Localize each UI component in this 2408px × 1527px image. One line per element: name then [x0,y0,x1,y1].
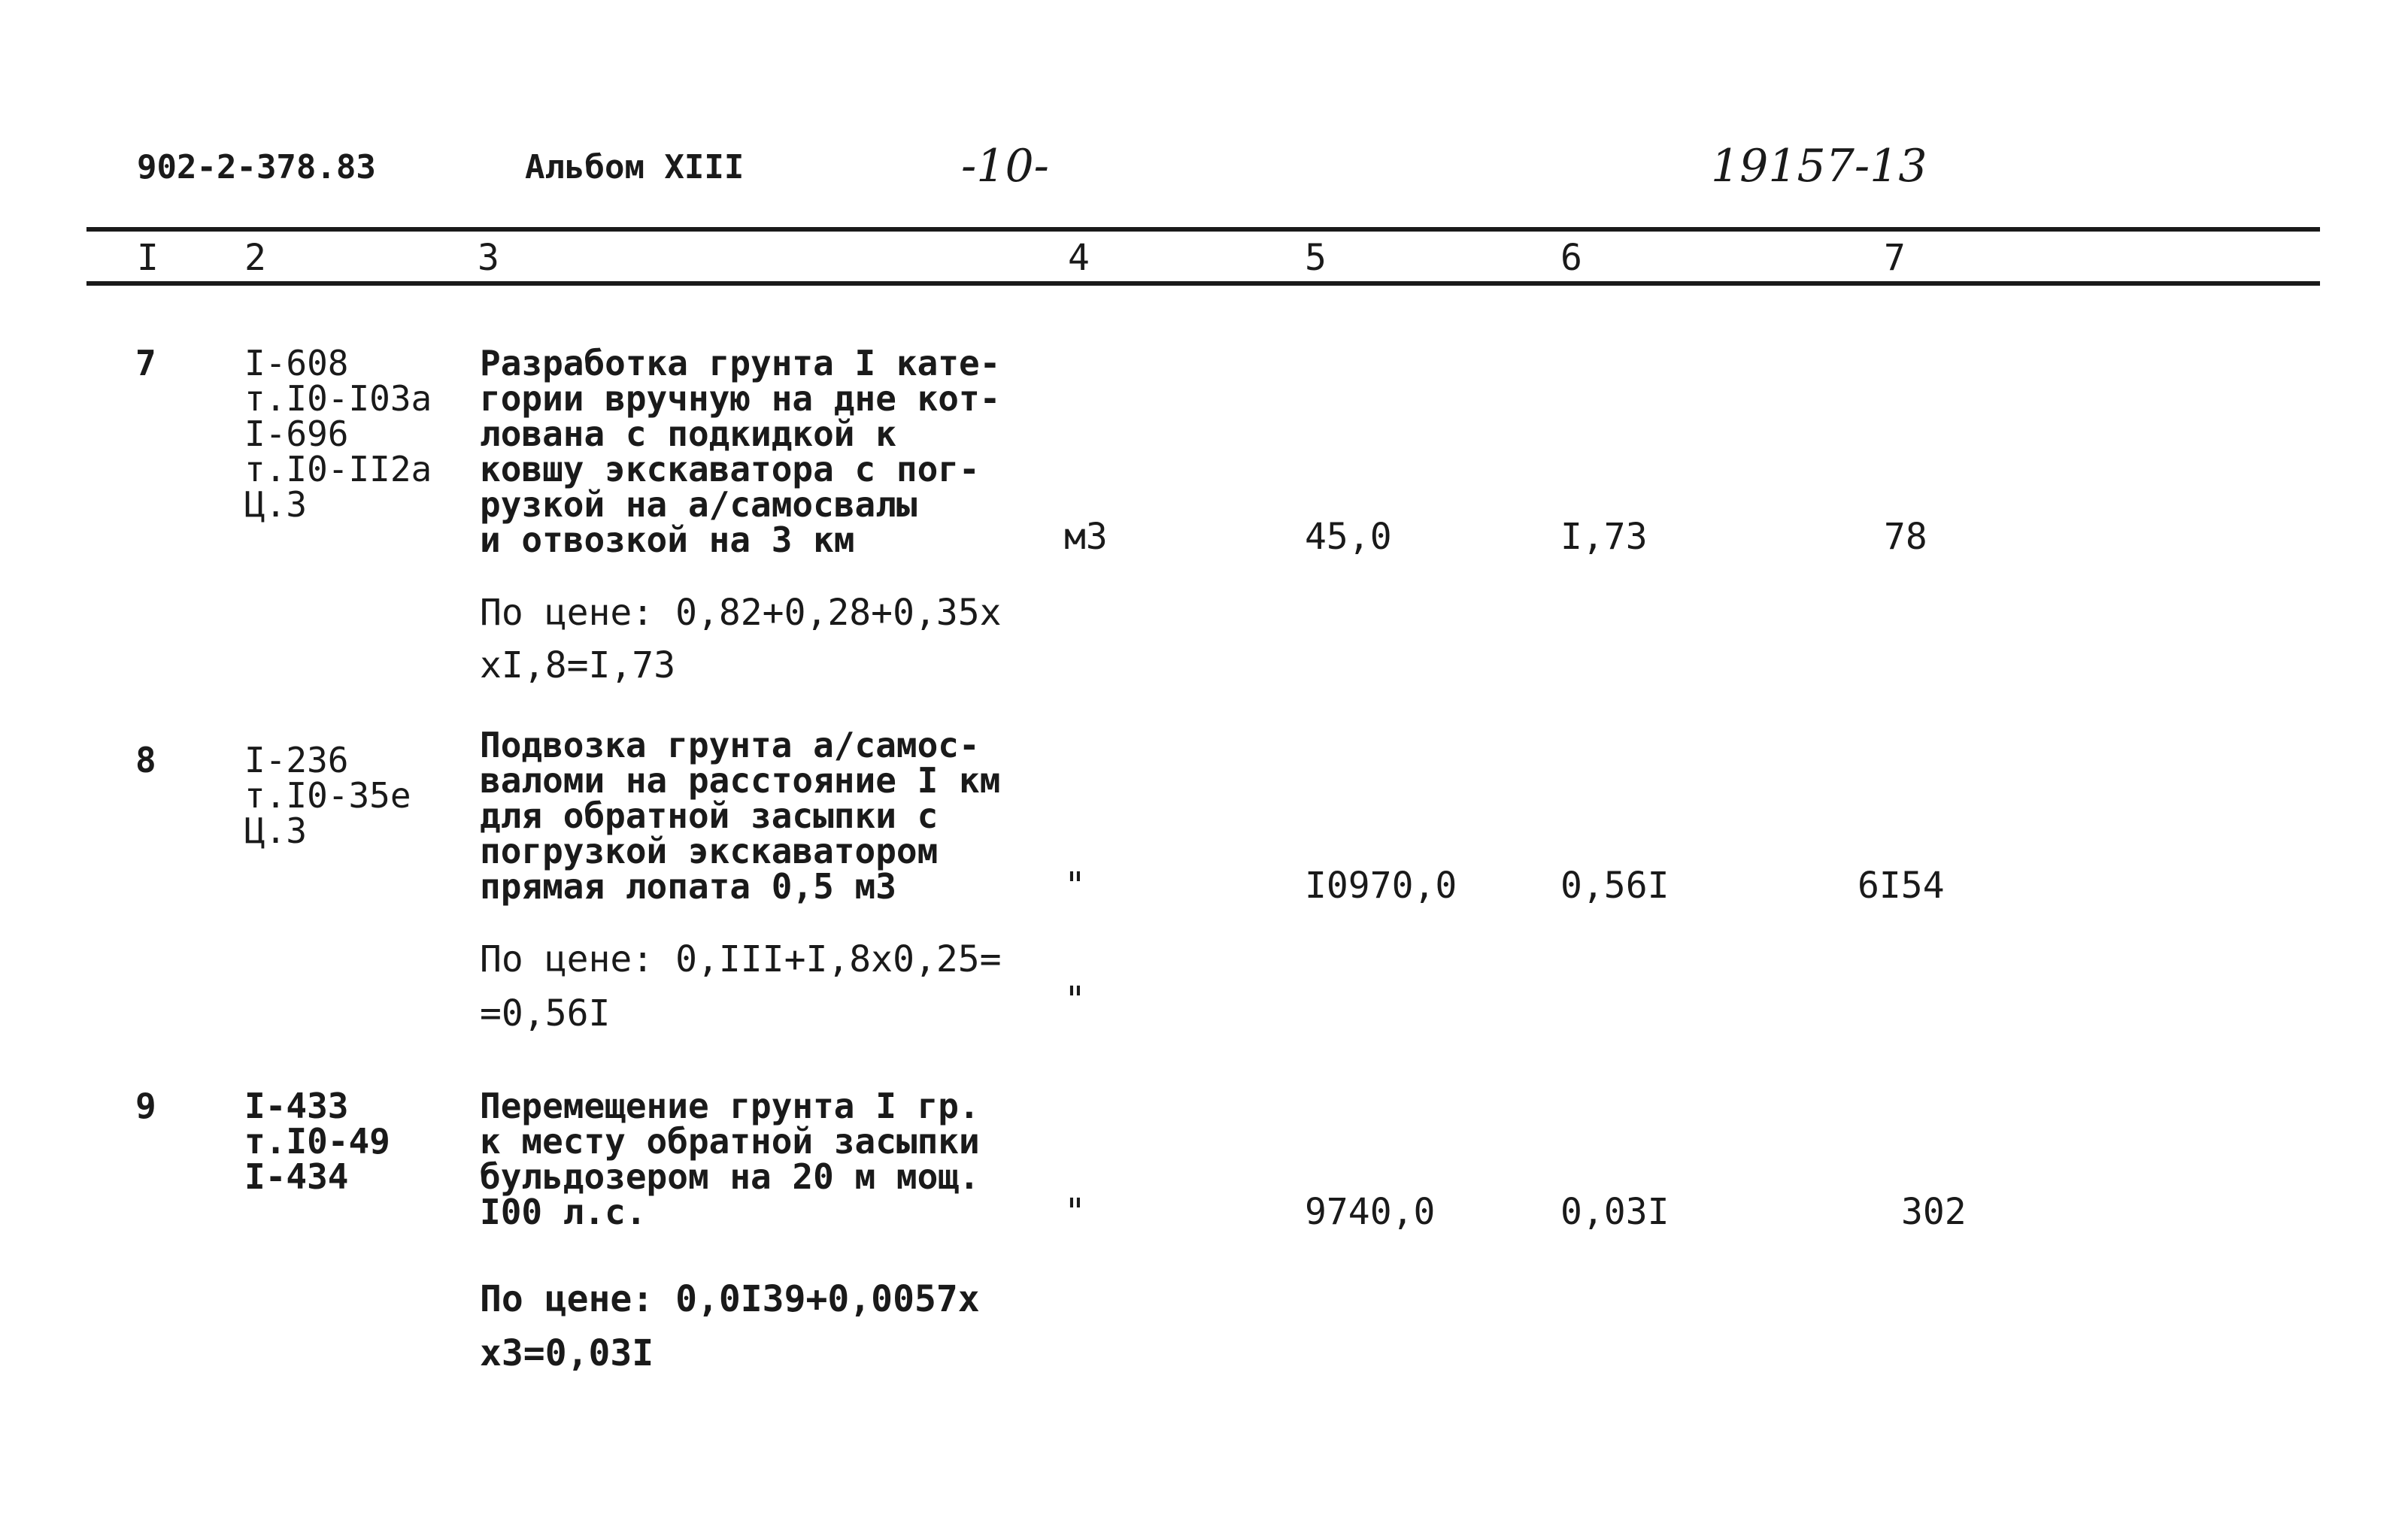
row-description: Разработка грунта I кате- гории вручную на дне кот- лована с подкидкой к ковшу экскаватора с пог- рузкой на а/самосвалы и отвозкой на 3 км [480,343,1001,560]
column-header: 3 [478,237,499,279]
row-references: I-236 т.I0-35е Ц.3 [244,740,411,851]
column-header: 7 [1884,237,1906,279]
row-unit: " [1064,865,1086,907]
page-number: -10- [961,140,1049,192]
album-title: Альбом XIII [525,148,745,186]
column-header: 6 [1560,237,1582,279]
column-header: 4 [1068,237,1090,279]
document-code: 902-2-378.83 [137,148,376,186]
row-description: Подвозка грунта а/самос- валоми на расстояние I км для обратной засыпки с погрузкой экскаватором прямая лопата 0,5 м3 [480,725,1001,907]
row-price-calculation: По цене: 0,III+I,8х0,25= =0,56I [480,938,1002,1035]
row-unit-price: I,73 [1560,516,1648,558]
column-header: 2 [244,237,266,279]
row-unit-price: 0,03I [1560,1191,1670,1233]
row-total: 78 [1884,516,1927,558]
row-number: 9 [135,1086,156,1126]
row-number: 7 [135,343,156,383]
row-unit-repeat: " [1064,979,1086,1021]
row-quantity: I0970,0 [1305,865,1457,907]
row-total: 6I54 [1858,865,1945,907]
row-references: I-608 т.I0-I03а I-696 т.I0-II2а Ц.3 [244,343,432,525]
table-top-rule [86,227,2320,232]
row-references: I-433 т.I0-49 I-434 [244,1086,390,1197]
row-number: 8 [135,740,156,780]
row-quantity: 45,0 [1305,516,1392,558]
row-price-calculation: По цене: 0,82+0,28+0,35х хI,8=I,73 [480,592,1002,686]
row-quantity: 9740,0 [1305,1191,1436,1233]
row-unit-price: 0,56I [1560,865,1670,907]
row-unit: м3 [1064,516,1108,558]
row-description: Перемещение грунта I гр. к месту обратной засыпки бульдозером на 20 м мощ. I00 л.с. [480,1086,980,1232]
column-header: I [137,237,159,279]
row-unit: " [1064,1191,1086,1233]
row-total: 302 [1901,1191,1967,1233]
column-header: 5 [1305,237,1327,279]
document-number: 19157-13 [1711,140,1927,192]
table-header-rule [86,281,2320,286]
row-price-calculation: По цене: 0,0I39+0,0057х х3=0,03I [480,1278,980,1374]
